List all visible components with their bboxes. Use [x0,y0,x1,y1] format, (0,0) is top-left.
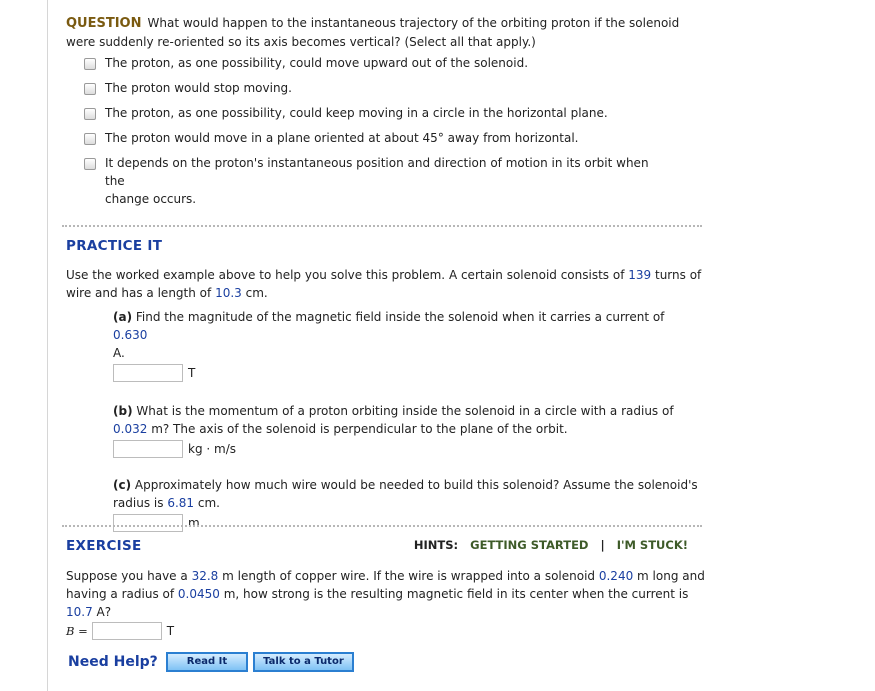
answer-input-a[interactable] [113,364,183,382]
question-section [66,14,706,215]
exercise-text: Suppose you have a 32.8 m length of copper wire. If the wire is wrapped into a solenoid 0.240 m long and having a radius of 0.0450 m, how strong is the resulting magnetic field in its center when the current is 10.7 A? [66,569,705,619]
unit-exercise: T [166,624,175,638]
hints-bar: HINTS: GETTING STARTED | I'M STUCK! [413,538,688,552]
part-c: (c) Approximately how much wire would be needed to build this solenoid? Assume the solenoid's radius is 6.81 cm. m [113,478,698,530]
question-label: QUESTION [66,16,142,31]
hint-getting-started-link[interactable]: GETTING STARTED [470,538,589,552]
left-border [47,0,48,691]
exercise-answer-row [66,622,688,640]
checkbox[interactable] [84,83,96,95]
checkbox[interactable] [84,133,96,145]
read-it-button[interactable]: Read It [166,652,248,672]
talk-to-tutor-button[interactable]: Talk to a Tutor [253,652,354,672]
checkbox[interactable] [84,158,96,170]
practice-title: PRACTICE IT [66,238,163,254]
hint-stuck-link[interactable]: I'M STUCK! [616,538,688,552]
need-help-label: Need Help? [68,654,158,670]
option-2[interactable]: The proton would stop moving. [84,79,706,97]
unit-a: T [188,366,196,380]
option-3[interactable]: The proton, as one possibility, could keep moving in a circle in the horizontal plane. [84,104,706,122]
practice-section [66,238,706,532]
unit-c: m [188,516,200,530]
answer-input-c[interactable] [113,514,183,532]
help-bar [68,652,354,672]
part-a: (a) Find the magnitude of the magnetic field inside the solenoid when it carries a current of 0.630 A. T [113,310,665,380]
exercise-section [66,538,705,640]
part-b: (b) What is the momentum of a proton orbiting inside the solenoid in a circle with a radius of 0.032 m? The axis of the solenoid is perpendicular to the plane of the orbit. kg · m/s [113,404,674,456]
exercise-title: EXERCISE [66,538,142,554]
answer-input-b[interactable] [113,440,183,458]
divider [62,225,702,227]
practice-intro: Use the worked example above to help you solve this problem. A certain solenoid consists of 139 turns of wire and has a length of 10.3 cm. [66,268,702,300]
b-label: B = [66,624,88,638]
option-4[interactable]: The proton would move in a plane oriented at about 45° away from horizontal. [84,129,706,147]
divider [62,525,702,527]
unit-b: kg · m/s [188,442,236,456]
option-5[interactable]: It depends on the proton's instantaneous position and direction of motion in its orbit when the change occurs. [84,154,706,208]
answer-options [84,54,706,208]
question-text: QUESTION What would happen to the instantaneous trajectory of the orbiting proton if the solenoid were suddenly re-oriented so its axis becomes vertical? (Select all that apply.) [66,16,680,49]
checkbox[interactable] [84,58,96,70]
answer-input-b-field[interactable] [92,622,162,640]
option-1[interactable]: The proton, as one possibility, could move upward out of the solenoid. [84,54,706,72]
checkbox[interactable] [84,108,96,120]
